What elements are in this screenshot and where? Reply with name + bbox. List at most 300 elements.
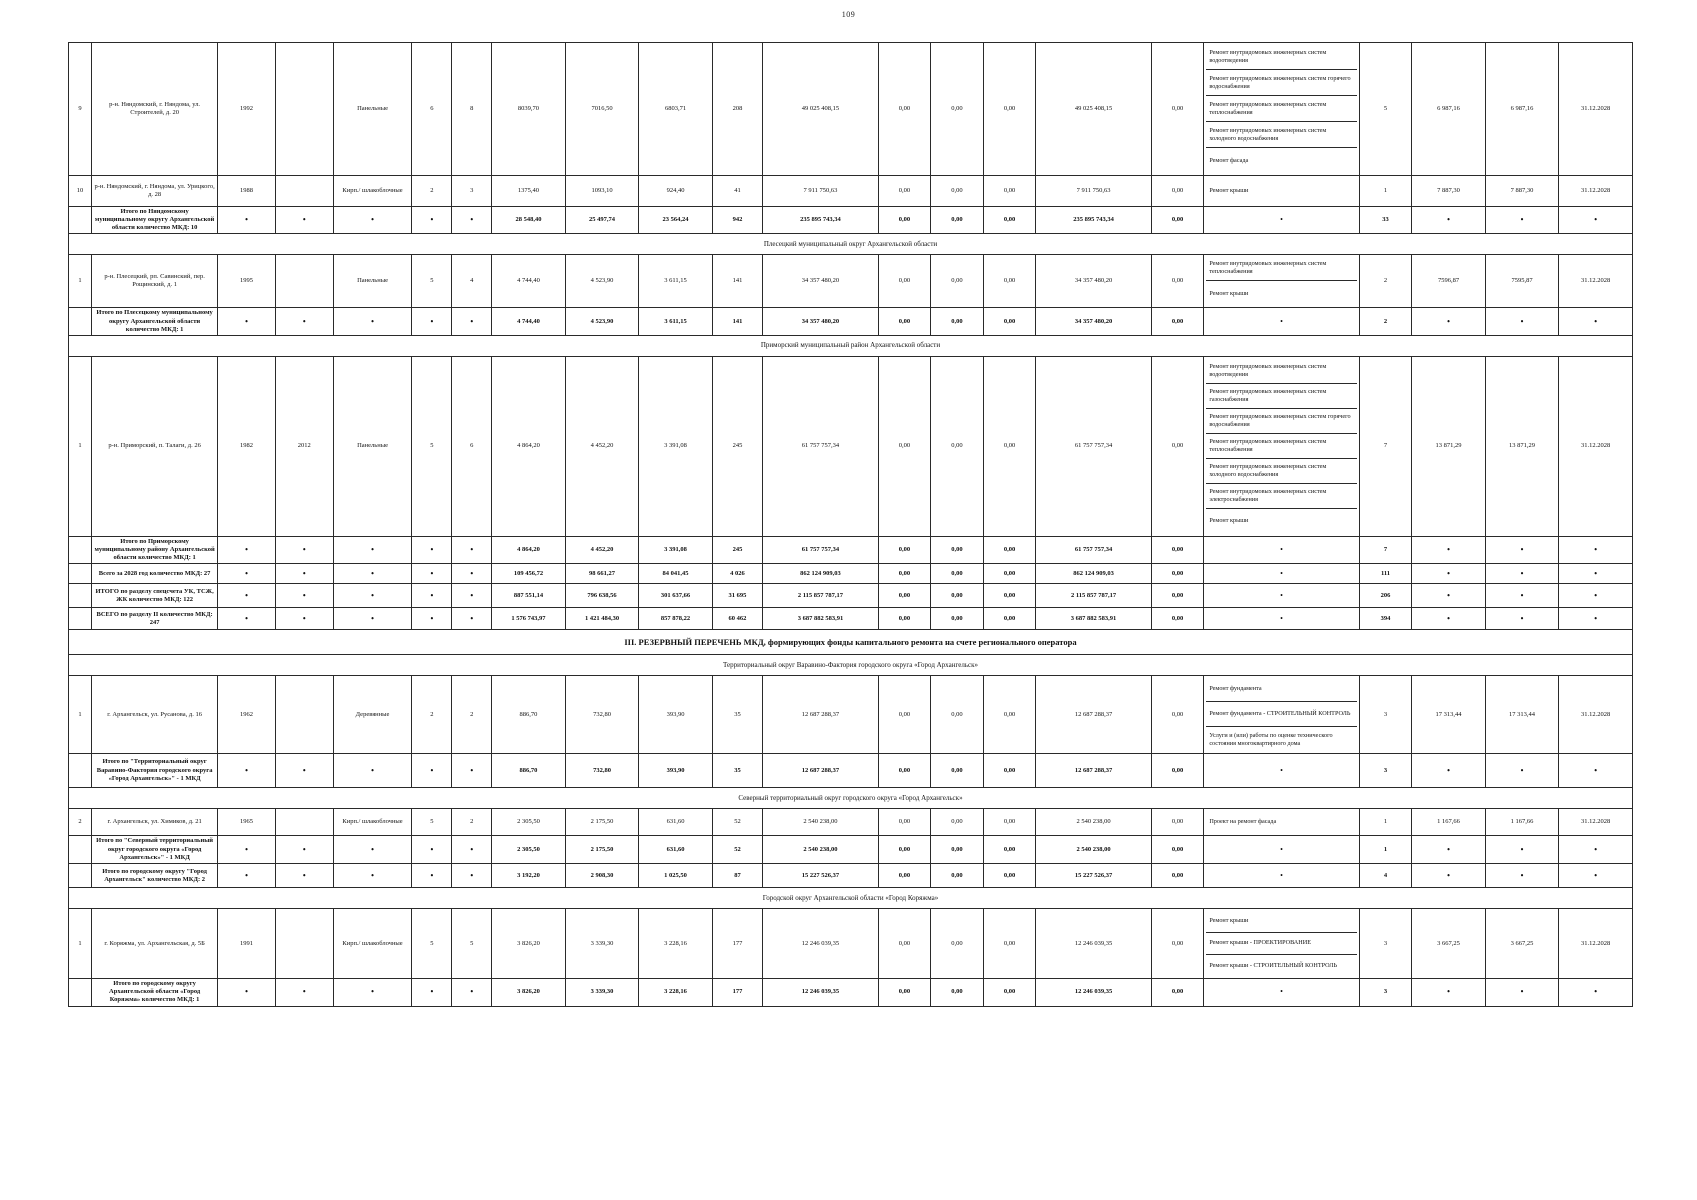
- table-cell: 0,00: [1151, 608, 1204, 630]
- table-cell: 1962: [218, 676, 276, 754]
- table-cell: 0,00: [1151, 308, 1204, 335]
- region-header: Территориальный округ Варавино-Фактория городского округа «Город Архангельск»: [69, 655, 1633, 676]
- table-cell: 5: [412, 356, 452, 536]
- table-cell: •: [1412, 584, 1486, 608]
- table-cell: 0,00: [931, 979, 984, 1006]
- table-cell: 0,00: [931, 809, 984, 836]
- table-cell: 61 757 757,34: [763, 536, 879, 563]
- table-cell: 5: [1359, 43, 1412, 176]
- table-cell: •: [333, 536, 412, 563]
- table-cell: •: [1559, 207, 1633, 234]
- table-cell: 3 391,08: [639, 536, 713, 563]
- table-cell: 141: [712, 308, 762, 335]
- table-cell: 2 540 238,00: [763, 836, 879, 864]
- table-cell: •: [412, 754, 452, 788]
- table-cell: 0,00: [983, 255, 1036, 308]
- table-cell: 3: [1359, 979, 1412, 1006]
- table-cell: [275, 43, 333, 176]
- table-cell: 34 357 480,20: [1036, 255, 1152, 308]
- address-cell: Всего за 2028 год количество МКД: 27: [92, 564, 218, 584]
- works-list: [1206, 810, 1356, 834]
- table-cell: 12 687 288,37: [763, 754, 879, 788]
- table-cell: 4 864,20: [492, 356, 566, 536]
- table-cell: 3 687 882 583,91: [763, 608, 879, 630]
- table-cell: 3 667,25: [1485, 909, 1559, 979]
- table-cell: 61 757 757,34: [1036, 356, 1152, 536]
- table-cell: •: [275, 979, 333, 1006]
- table-cell: •: [275, 308, 333, 335]
- work-item: Ремонт крыши: [1206, 911, 1356, 933]
- table-cell: [275, 255, 333, 308]
- table-cell: 0,00: [878, 676, 931, 754]
- table-cell: 35: [712, 754, 762, 788]
- table-cell: 0,00: [1151, 836, 1204, 864]
- table-cell: 1988: [218, 176, 276, 207]
- works-list: [1206, 677, 1356, 752]
- table-cell: 393,90: [639, 754, 713, 788]
- table-cell: 0,00: [983, 676, 1036, 754]
- table-cell: •: [452, 564, 492, 584]
- table-cell: 1375,40: [492, 176, 566, 207]
- table-cell: 208: [712, 43, 762, 176]
- works-cell: •: [1204, 564, 1359, 584]
- table-cell: 0,00: [878, 356, 931, 536]
- table-cell: 3: [1359, 754, 1412, 788]
- table-cell: 0,00: [1151, 564, 1204, 584]
- table-cell: •: [412, 564, 452, 584]
- table-cell: •: [275, 536, 333, 563]
- table-cell: •: [1559, 836, 1633, 864]
- table-total-row: [69, 207, 1633, 234]
- table-cell: •: [1485, 836, 1559, 864]
- work-item: Ремонт фундамента - СТРОИТЕЛЬНЫЙ КОНТРОЛЬ: [1206, 702, 1356, 727]
- table-cell: 6 987,16: [1485, 43, 1559, 176]
- work-item: Ремонт внутридомовых инженерных систем горячего водоснабжения: [1206, 70, 1356, 96]
- table-cell: Панельные: [333, 356, 412, 536]
- table-cell: 0,00: [983, 356, 1036, 536]
- table-cell: 2: [452, 809, 492, 836]
- table-cell: 2 540 238,00: [763, 809, 879, 836]
- works-cell: •: [1204, 608, 1359, 630]
- work-item: Ремонт крыши: [1209, 517, 1249, 525]
- address-cell: Итого по "Территориальный округ Варавино-Фактория городского округа «Город Архангельск»" - 1 МКД: [92, 754, 218, 788]
- table-cell: 98 661,27: [565, 564, 639, 584]
- address-cell: Итого по Няндомскому муниципальному округу Архангельской области количество МКД: 10: [92, 207, 218, 234]
- table-cell: 1995: [218, 255, 276, 308]
- table-cell: 4 452,20: [565, 536, 639, 563]
- work-item: Ремонт внутридомовых инженерных систем теплоснабжения: [1206, 434, 1356, 459]
- table-cell: 924,40: [639, 176, 713, 207]
- table-cell: [275, 176, 333, 207]
- table-cell: 3 192,20: [492, 864, 566, 888]
- table-cell: •: [1412, 564, 1486, 584]
- table-cell: 28 548,40: [492, 207, 566, 234]
- table-cell: 7 887,30: [1412, 176, 1486, 207]
- table-cell: 52: [712, 836, 762, 864]
- table-cell: [69, 564, 92, 584]
- table-cell: 31.12.2028: [1559, 43, 1633, 176]
- table-cell: 4 452,20: [565, 356, 639, 536]
- table-cell: 206: [1359, 584, 1412, 608]
- table-cell: •: [452, 536, 492, 563]
- table-cell: •: [1485, 564, 1559, 584]
- table-cell: •: [1559, 754, 1633, 788]
- address-cell: Итого по городскому округу Архангельской области «Город Коряжма» количество МКД: 1: [92, 979, 218, 1006]
- table-cell: 5: [452, 909, 492, 979]
- region-header: Городской округ Архангельской области «Город Коряжма»: [69, 888, 1633, 909]
- table-cell: [69, 584, 92, 608]
- table-cell: 33: [1359, 207, 1412, 234]
- address-cell: Итого по городскому округу "Город Архангельск" количество МКД: 2: [92, 864, 218, 888]
- table-cell: 3 339,30: [565, 979, 639, 1006]
- table-cell: •: [412, 608, 452, 630]
- address-cell: р-н. Няндомский, г. Няндома, ул. Строителей, д. 20: [92, 43, 218, 176]
- table-cell: 1: [1359, 836, 1412, 864]
- table-cell: •: [218, 836, 276, 864]
- work-item: Услуги и (или) работы по оценке технического состояния многоквартирного дома: [1209, 731, 1333, 747]
- table-cell: 1093,10: [565, 176, 639, 207]
- table-cell: 141: [712, 255, 762, 308]
- table-cell: 0,00: [931, 754, 984, 788]
- table-cell: 1 025,50: [639, 864, 713, 888]
- table-cell: 1 421 484,30: [565, 608, 639, 630]
- table-cell: •: [1559, 308, 1633, 335]
- table-cell: •: [1485, 207, 1559, 234]
- table-cell: [69, 207, 92, 234]
- table-cell: 13 871,29: [1412, 356, 1486, 536]
- table-cell: 25 497,74: [565, 207, 639, 234]
- table-cell: 2012: [275, 356, 333, 536]
- table-cell: 34 357 480,20: [763, 308, 879, 335]
- table-cell: 4 744,40: [492, 308, 566, 335]
- table-cell: 0,00: [878, 608, 931, 630]
- table-cell: 0,00: [1151, 979, 1204, 1006]
- table-cell: 0,00: [931, 836, 984, 864]
- table-cell: 34 357 480,20: [763, 255, 879, 308]
- table-cell: 4: [1359, 864, 1412, 888]
- table-cell: 0,00: [983, 909, 1036, 979]
- works-cell: •: [1204, 754, 1359, 788]
- table-cell: 8: [452, 43, 492, 176]
- table-cell: 0,00: [1151, 43, 1204, 176]
- table-cell: •: [218, 754, 276, 788]
- table-row: [69, 176, 1633, 207]
- table-cell: 31.12.2028: [1559, 356, 1633, 536]
- table-cell: 1992: [218, 43, 276, 176]
- table-cell: 0,00: [983, 979, 1036, 1006]
- table-cell: 0,00: [931, 564, 984, 584]
- table-cell: 3 339,30: [565, 909, 639, 979]
- table-cell: 796 638,56: [565, 584, 639, 608]
- table-cell: •: [275, 836, 333, 864]
- table-cell: 111: [1359, 564, 1412, 584]
- table-cell: [275, 676, 333, 754]
- table-cell: 0,00: [931, 176, 984, 207]
- table-cell: 61 757 757,34: [763, 356, 879, 536]
- table-cell: 7595,87: [1485, 255, 1559, 308]
- table-cell: 0,00: [983, 176, 1036, 207]
- work-item: Ремонт фасада: [1209, 157, 1249, 165]
- address-cell: ВСЕГО по разделу II количество МКД: 247: [92, 608, 218, 630]
- table-cell: 3 228,16: [639, 909, 713, 979]
- table-row: [69, 356, 1633, 536]
- table-cell: 12 687 288,37: [763, 676, 879, 754]
- table-total-row: [69, 536, 1633, 563]
- address-cell: ИТОГО по разделу спецсчета УК, ТСЖ, ЖК количество МКД: 122: [92, 584, 218, 608]
- works-cell: [1204, 909, 1359, 979]
- table-cell: 245: [712, 536, 762, 563]
- table-cell: 4 744,40: [492, 255, 566, 308]
- table-cell: 0,00: [983, 584, 1036, 608]
- table-cell: 1: [69, 255, 92, 308]
- table-cell: 393,90: [639, 676, 713, 754]
- table-cell: 0,00: [983, 308, 1036, 335]
- table-cell: [69, 608, 92, 630]
- table-cell: •: [1412, 979, 1486, 1006]
- table-cell: •: [1412, 864, 1486, 888]
- table-cell: 2: [412, 676, 452, 754]
- table-cell: 0,00: [983, 809, 1036, 836]
- work-item: Ремонт внутридомовых инженерных систем водоотведения: [1206, 44, 1356, 70]
- table-cell: 857 878,22: [639, 608, 713, 630]
- region-header-row: [69, 234, 1633, 255]
- table-cell: 3: [452, 176, 492, 207]
- works-cell: [1204, 676, 1359, 754]
- table-cell: 4 864,20: [492, 536, 566, 563]
- work-item: Ремонт крыши: [1209, 187, 1249, 195]
- table-cell: 1 576 743,97: [492, 608, 566, 630]
- works-list: [1206, 177, 1356, 205]
- table-cell: •: [412, 207, 452, 234]
- table-cell: •: [333, 979, 412, 1006]
- table-cell: •: [452, 207, 492, 234]
- table-cell: 0,00: [878, 836, 931, 864]
- works-cell: •: [1204, 536, 1359, 563]
- table-cell: 61 757 757,34: [1036, 536, 1152, 563]
- works-cell: •: [1204, 584, 1359, 608]
- table-cell: 12 246 039,35: [763, 909, 879, 979]
- table-cell: 862 124 909,03: [1036, 564, 1152, 584]
- table-cell: 0,00: [983, 43, 1036, 176]
- table-cell: 17 313,44: [1485, 676, 1559, 754]
- table-cell: 0,00: [878, 754, 931, 788]
- works-list: [1206, 359, 1356, 534]
- address-cell: р-н. Няндомский, г. Няндома, ул. Урицкого, д. 28: [92, 176, 218, 207]
- table-cell: 17 313,44: [1412, 676, 1486, 754]
- table-cell: 5: [412, 909, 452, 979]
- table-cell: Панельные: [333, 43, 412, 176]
- table-cell: 2 175,50: [565, 836, 639, 864]
- table-cell: 7 887,30: [1485, 176, 1559, 207]
- table-cell: •: [452, 979, 492, 1006]
- table-cell: 5: [412, 809, 452, 836]
- table-cell: •: [412, 864, 452, 888]
- table-cell: 10: [69, 176, 92, 207]
- table-row: [69, 909, 1633, 979]
- table-cell: 3: [1359, 676, 1412, 754]
- table-cell: 52: [712, 809, 762, 836]
- table-cell: •: [412, 979, 452, 1006]
- table-cell: 0,00: [931, 909, 984, 979]
- table-cell: 0,00: [983, 836, 1036, 864]
- table-cell: •: [218, 536, 276, 563]
- table-cell: •: [1559, 864, 1633, 888]
- table-total-row: [69, 584, 1633, 608]
- table-cell: 0,00: [983, 754, 1036, 788]
- table-total-row: [69, 864, 1633, 888]
- table-cell: 394: [1359, 608, 1412, 630]
- table-cell: 109 456,72: [492, 564, 566, 584]
- table-cell: 0,00: [931, 608, 984, 630]
- table-cell: 3 826,20: [492, 979, 566, 1006]
- table-cell: 7 911 750,63: [763, 176, 879, 207]
- capital-repair-table-wrapper: [68, 42, 1633, 1007]
- table-cell: •: [218, 864, 276, 888]
- table-cell: 301 637,66: [639, 584, 713, 608]
- table-cell: 862 124 909,03: [763, 564, 879, 584]
- table-cell: •: [218, 207, 276, 234]
- work-item: Ремонт крыши - СТРОИТЕЛЬНЫЙ КОНТРОЛЬ: [1209, 961, 1338, 969]
- table-cell: 41: [712, 176, 762, 207]
- table-cell: •: [1412, 608, 1486, 630]
- table-cell: 0,00: [878, 308, 931, 335]
- table-cell: •: [412, 584, 452, 608]
- table-cell: 0,00: [931, 536, 984, 563]
- table-cell: Кирп./ шлакоблочные: [333, 809, 412, 836]
- table-cell: [69, 979, 92, 1006]
- table-cell: 3 611,15: [639, 308, 713, 335]
- region-header: Плесецкий муниципальный округ Архангельской области: [69, 234, 1633, 255]
- table-cell: •: [218, 564, 276, 584]
- address-cell: г. Коряжма, ул. Архангельская, д. 5Б: [92, 909, 218, 979]
- table-cell: •: [275, 207, 333, 234]
- table-cell: 1991: [218, 909, 276, 979]
- table-row: [69, 255, 1633, 308]
- table-cell: 13 871,29: [1485, 356, 1559, 536]
- table-cell: 1965: [218, 809, 276, 836]
- table-cell: 0,00: [878, 43, 931, 176]
- table-cell: 49 025 408,15: [1036, 43, 1152, 176]
- table-cell: •: [452, 308, 492, 335]
- table-cell: 15 227 526,37: [763, 864, 879, 888]
- works-list: [1206, 44, 1356, 174]
- table-cell: •: [412, 836, 452, 864]
- table-cell: •: [452, 608, 492, 630]
- work-item: Ремонт фундамента: [1206, 677, 1356, 702]
- table-cell: •: [333, 564, 412, 584]
- table-cell: •: [1485, 864, 1559, 888]
- table-cell: 1: [69, 909, 92, 979]
- table-cell: 2: [69, 809, 92, 836]
- table-cell: 0,00: [983, 608, 1036, 630]
- table-cell: 6: [452, 356, 492, 536]
- address-cell: г. Архангельск, ул. Химиков, д. 21: [92, 809, 218, 836]
- table-cell: 0,00: [878, 809, 931, 836]
- table-cell: 3 391,08: [639, 356, 713, 536]
- region-header-row: [69, 655, 1633, 676]
- table-cell: 1: [1359, 809, 1412, 836]
- table-cell: 1: [69, 676, 92, 754]
- table-cell: •: [452, 864, 492, 888]
- table-cell: 5: [412, 255, 452, 308]
- work-item: Ремонт внутридомовых инженерных систем газоснабжения: [1206, 384, 1356, 409]
- table-cell: Кирп./ шлакоблочные: [333, 909, 412, 979]
- table-cell: 2 540 238,00: [1036, 809, 1152, 836]
- table-cell: 0,00: [931, 864, 984, 888]
- work-item: Проект на ремонт фасада: [1209, 818, 1277, 826]
- work-item: Ремонт внутридомовых инженерных систем холодного водоснабжения: [1206, 122, 1356, 148]
- work-item: Ремонт крыши: [1209, 289, 1249, 297]
- table-cell: [69, 836, 92, 864]
- table-cell: 1 167,66: [1412, 809, 1486, 836]
- table-cell: 0,00: [983, 564, 1036, 584]
- table-cell: 1982: [218, 356, 276, 536]
- table-cell: Панельные: [333, 255, 412, 308]
- works-cell: [1204, 176, 1359, 207]
- table-cell: 2: [1359, 308, 1412, 335]
- table-cell: 2 115 857 787,17: [1036, 584, 1152, 608]
- table-cell: •: [1559, 608, 1633, 630]
- works-cell: •: [1204, 207, 1359, 234]
- table-cell: 6803,71: [639, 43, 713, 176]
- table-cell: 31.12.2028: [1559, 676, 1633, 754]
- table-cell: 886,70: [492, 754, 566, 788]
- table-cell: 0,00: [931, 308, 984, 335]
- region-header: Приморский муниципальный район Архангельской области: [69, 335, 1633, 356]
- table-cell: 2: [1359, 255, 1412, 308]
- work-item: Ремонт внутридомовых инженерных систем горячего водоснабжения: [1206, 409, 1356, 434]
- table-cell: 235 895 743,34: [1036, 207, 1152, 234]
- capital-repair-table: [68, 42, 1633, 1007]
- table-cell: •: [218, 979, 276, 1006]
- works-cell: •: [1204, 979, 1359, 1006]
- table-total-row: [69, 308, 1633, 335]
- table-cell: •: [1485, 584, 1559, 608]
- table-cell: •: [1485, 754, 1559, 788]
- table-cell: •: [452, 836, 492, 864]
- table-cell: 3 611,15: [639, 255, 713, 308]
- table-cell: 31.12.2028: [1559, 809, 1633, 836]
- work-item: Ремонт внутридомовых инженерных систем водоотведения: [1206, 359, 1356, 384]
- table-cell: •: [275, 608, 333, 630]
- table-cell: 235 895 743,34: [763, 207, 879, 234]
- table-cell: 0,00: [931, 207, 984, 234]
- table-cell: 0,00: [1151, 864, 1204, 888]
- table-cell: [69, 864, 92, 888]
- table-cell: Деревянные: [333, 676, 412, 754]
- table-cell: •: [412, 536, 452, 563]
- table-cell: 4 523,90: [565, 308, 639, 335]
- table-cell: •: [1559, 584, 1633, 608]
- table-total-row: [69, 836, 1633, 864]
- table-cell: 0,00: [878, 909, 931, 979]
- table-cell: 6 987,16: [1412, 43, 1486, 176]
- work-item: Ремонт внутридомовых инженерных систем холодного водоснабжения: [1206, 459, 1356, 484]
- table-cell: 23 564,24: [639, 207, 713, 234]
- table-cell: 942: [712, 207, 762, 234]
- works-cell: [1204, 809, 1359, 836]
- table-cell: 0,00: [878, 864, 931, 888]
- table-cell: •: [1485, 608, 1559, 630]
- table-cell: 15 227 526,37: [1036, 864, 1152, 888]
- table-cell: 87: [712, 864, 762, 888]
- region-header-row: [69, 335, 1633, 356]
- address-cell: Итого по Приморскому муниципальному району Архангельской области количество МКД: 1: [92, 536, 218, 563]
- table-cell: 4 523,90: [565, 255, 639, 308]
- table-cell: 3 667,25: [1412, 909, 1486, 979]
- table-cell: •: [275, 754, 333, 788]
- table-cell: 0,00: [878, 207, 931, 234]
